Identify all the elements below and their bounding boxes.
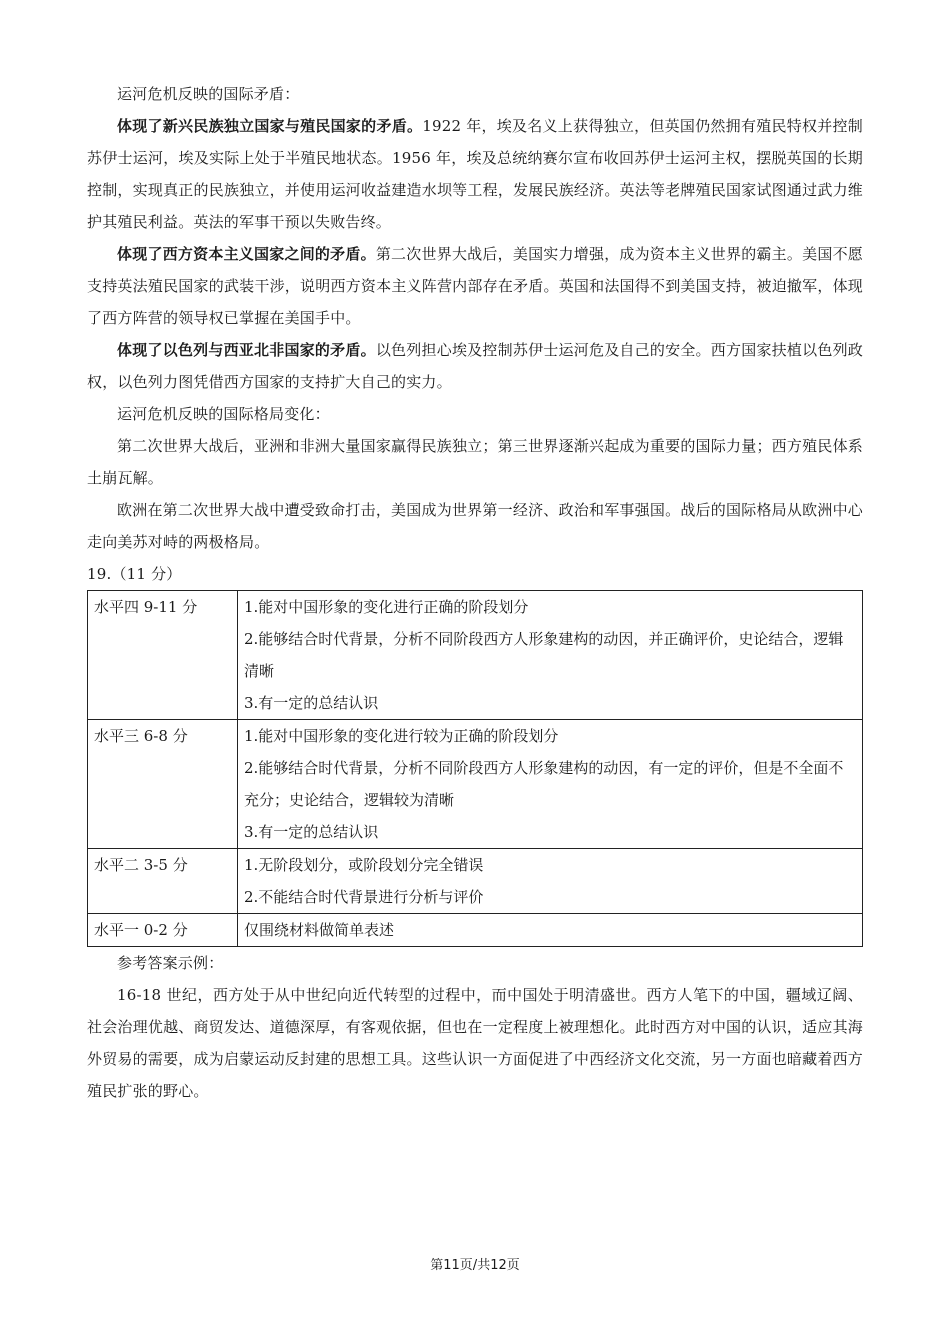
rubric-criterion: 2.能够结合时代背景，分析不同阶段西方人形象建构的动因，有一定的评价，但是不全面不充分；史论结合，逻辑较为清晰 xyxy=(244,759,844,809)
rubric-level: 水平三 6-8 分 xyxy=(88,720,238,849)
rubric-criterion: 3.有一定的总结认识 xyxy=(244,694,379,712)
table-row xyxy=(88,591,863,720)
section-heading-pattern-change: 运河危机反映的国际格局变化： xyxy=(117,405,330,423)
rubric-criterion: 3.有一定的总结认识 xyxy=(244,823,379,841)
point-1-text: 1922 年，埃及名义上获得独立，但英国仍然拥有殖民特权并控制苏伊士运河，埃及实际上处于半殖民地状态。1956 年，埃及总统纳赛尔宣布收回苏伊士运河主权，摆脱英国的长期控制，实现真正的民族独立，并使用运河收益建造水坝等工程，发展民族经济。英法等老牌殖民国家试图通过武力维护其殖民利益。英法的军事干预以失败告终。 xyxy=(87,117,863,231)
table-row xyxy=(88,914,863,947)
section-heading-contradictions: 运河危机反映的国际矛盾： xyxy=(117,85,300,103)
rubric-criterion: 仅围绕材料做简单表述 xyxy=(244,921,395,939)
paragraph-point-3 xyxy=(87,334,863,398)
rubric-criterion: 2.能够结合时代背景，分析不同阶段西方人形象建构的动因，并正确评价，史论结合，逻辑清晰 xyxy=(244,630,844,680)
point-2-lead: 体现了西方资本主义国家之间的矛盾。 xyxy=(117,245,376,263)
paragraph-pattern-1: 第二次世界大战后，亚洲和非洲大量国家赢得民族独立；第三世界逐渐兴起成为重要的国际力量；西方殖民体系土崩瓦解。 xyxy=(87,437,863,487)
point-3-text: 以色列担心埃及控制苏伊士运河危及自己的安全。西方国家扶植以色列政权，以色列力图凭借西方国家的支持扩大自己的实力。 xyxy=(87,341,863,391)
rubric-level: 水平一 0-2 分 xyxy=(88,914,238,947)
point-2-text: 第二次世界大战后，美国实力增强，成为资本主义世界的霸主。美国不愿支持英法殖民国家的武装干涉，说明西方资本主义阵营内部存在矛盾。英国和法国得不到美国支持，被迫撤军，体现了西方阵营的领导权已掌握在美国手中。 xyxy=(87,245,863,327)
rubric-criterion: 1.无阶段划分，或阶段划分完全错误 xyxy=(244,856,484,874)
rubric-criterion: 1.能对中国形象的变化进行较为正确的阶段划分 xyxy=(244,727,559,745)
sample-answer-text: 16-18 世纪，西方处于从中世纪向近代转型的过程中，而中国处于明清盛世。西方人笔下的中国，疆域辽阔、社会治理优越、商贸发达、道德深厚，有客观依据，但也在一定程度上被理想化。此时西方对中国的认识，适应其海外贸易的需要，成为启蒙运动反封建的思想工具。这些认识一方面促进了中西经济文化交流，另一方面也暗藏着西方殖民扩张的野心。 xyxy=(87,986,863,1100)
rubric-criteria xyxy=(238,591,863,720)
rubric-level: 水平二 3-5 分 xyxy=(88,849,238,914)
table-row xyxy=(88,720,863,849)
table-row xyxy=(88,849,863,914)
rubric-table xyxy=(87,590,863,947)
rubric-criteria xyxy=(238,720,863,849)
document-body xyxy=(87,78,863,1107)
rubric-level: 水平四 9-11 分 xyxy=(88,591,238,720)
paragraph-point-2 xyxy=(87,238,863,334)
point-3-lead: 体现了以色列与西亚北非国家的矛盾。 xyxy=(117,341,376,359)
paragraph-point-1 xyxy=(87,110,863,238)
sample-answer-heading: 参考答案示例： xyxy=(117,954,224,972)
paragraph-pattern-2: 欧洲在第二次世界大战中遭受致命打击，美国成为世界第一经济、政治和军事强国。战后的国际格局从欧洲中心走向美苏对峙的两极格局。 xyxy=(87,501,863,551)
point-1-lead: 体现了新兴民族独立国家与殖民国家的矛盾。 xyxy=(117,117,423,135)
rubric-criterion: 2.不能结合时代背景进行分析与评价 xyxy=(244,888,484,906)
rubric-criterion: 1.能对中国形象的变化进行正确的阶段划分 xyxy=(244,598,529,616)
page-footer: 第11页/共12页 xyxy=(430,1258,520,1273)
rubric-criteria xyxy=(238,914,863,947)
rubric-criteria xyxy=(238,849,863,914)
question-number: 19.（11 分） xyxy=(87,565,182,583)
